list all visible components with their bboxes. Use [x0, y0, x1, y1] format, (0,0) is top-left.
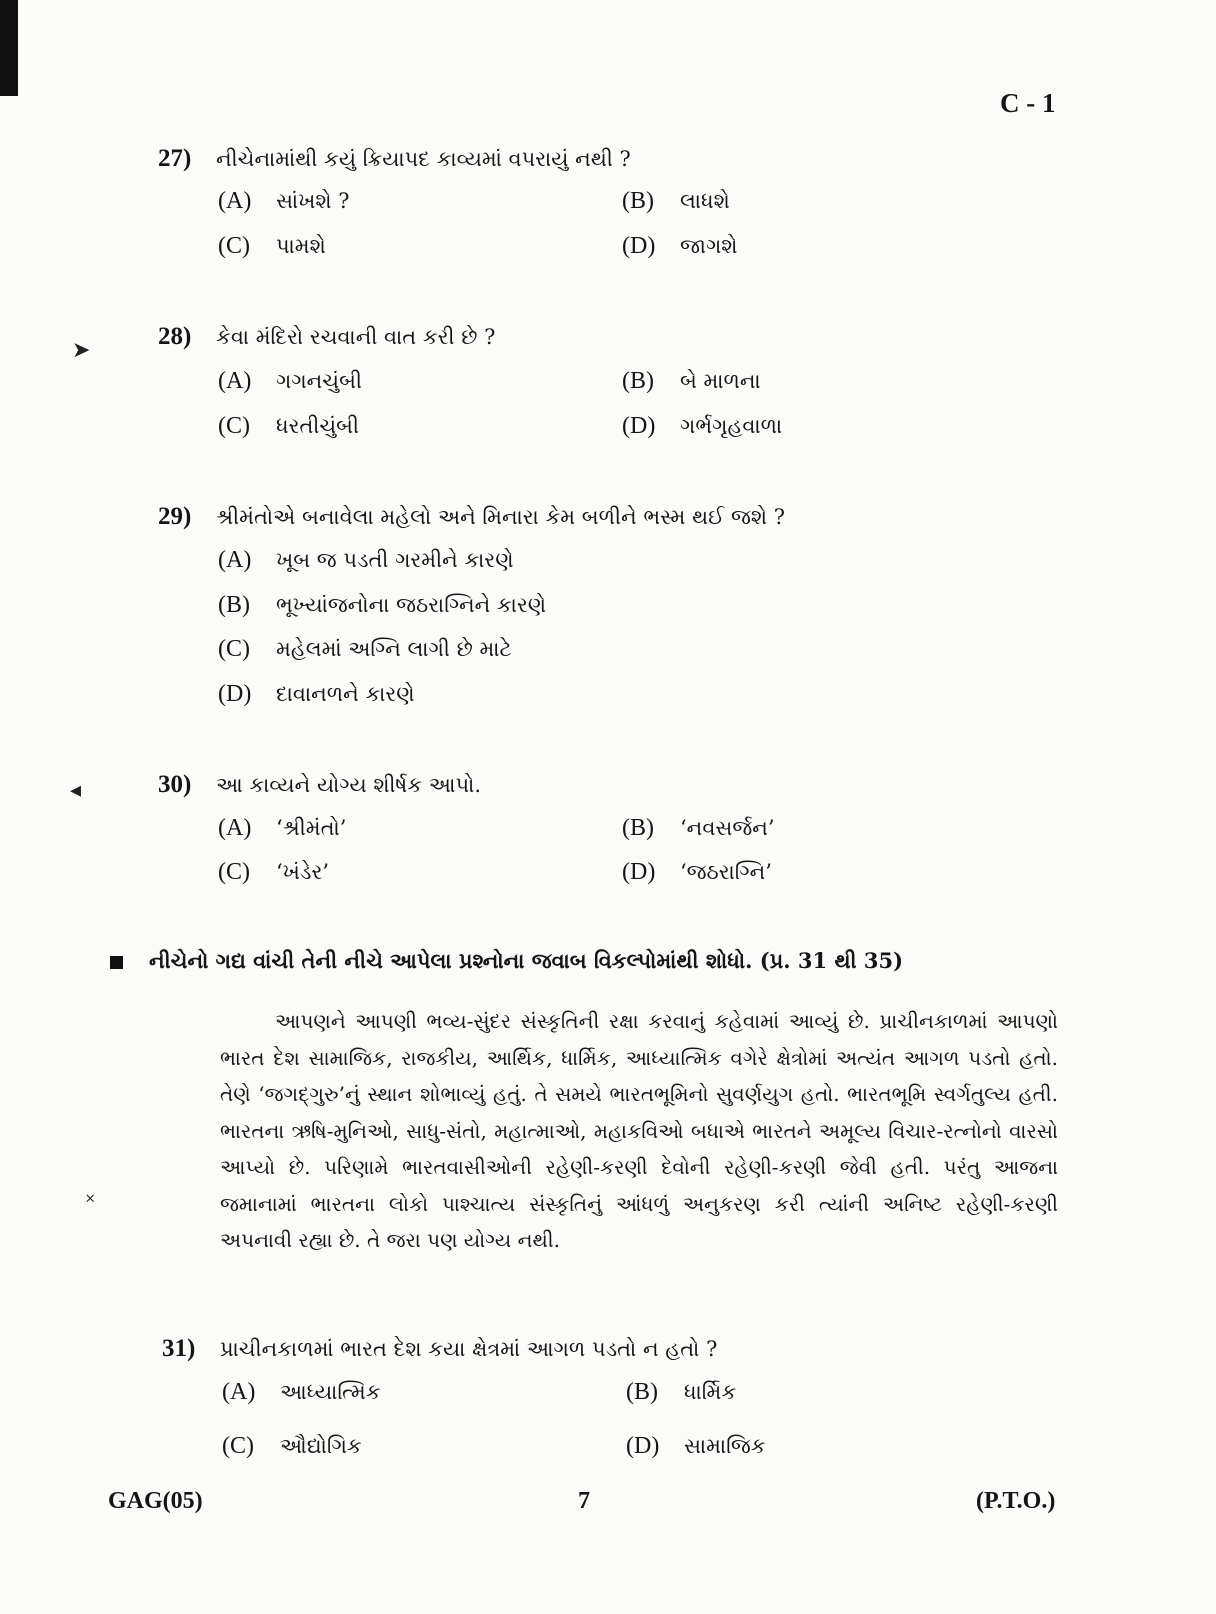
option-label: (D) [218, 681, 252, 707]
option-label: (D) [622, 233, 656, 259]
option-31-c[interactable] [222, 1433, 362, 1460]
question-number: 27) [158, 145, 192, 172]
option-label: (A) [218, 547, 252, 573]
option-label: (D) [622, 859, 656, 885]
option-text: આધ્યાત્મિક [280, 1380, 381, 1404]
question-text: કેવા મંદિરો રચવાની વાત કરી છે ? [216, 325, 496, 349]
option-28-d[interactable] [622, 413, 782, 440]
option-30-a[interactable] [218, 815, 346, 842]
option-29-d[interactable] [218, 681, 415, 708]
option-29-c[interactable] [218, 636, 512, 663]
option-27-a[interactable] [218, 188, 350, 215]
page-number: 7 [578, 1488, 590, 1514]
option-label: (D) [626, 1433, 660, 1459]
option-31-d[interactable] [626, 1433, 766, 1460]
option-text: ‘જઠરાગ્નિ’ [680, 860, 772, 884]
option-text: ‘શ્રીમંતો’ [276, 816, 347, 840]
question-number: 28) [158, 323, 192, 350]
option-text: ‘નવસર્જન’ [680, 816, 775, 840]
option-text: સાંખશે ? [276, 189, 350, 213]
scan-edge-mark [0, 0, 18, 96]
option-label: (C) [218, 636, 250, 662]
option-30-d[interactable] [622, 859, 772, 886]
option-label: (D) [622, 413, 656, 439]
question-text: આ કાવ્યને યોગ્ય શીર્ષક આપો. [216, 773, 482, 797]
option-30-b[interactable] [622, 815, 775, 842]
margin-mark-icon: ˟ [86, 1191, 95, 1216]
option-text: દાવાનળને કારણે [276, 682, 415, 706]
question-number: 29) [158, 503, 192, 530]
option-28-a[interactable] [218, 368, 362, 395]
option-text: ધાર્મિક [684, 1380, 737, 1404]
question-text: નીચેનામાંથી કયું ક્રિયાપદ કાવ્યમાં વપરાયું નથી ? [216, 147, 631, 171]
option-31-b[interactable] [626, 1379, 736, 1406]
option-text: બે માળના [680, 369, 761, 393]
page-code: C - 1 [1000, 88, 1056, 118]
question-number: 31) [162, 1335, 196, 1362]
question-number: 30) [158, 771, 192, 798]
option-text: મહેલમાં અગ્નિ લાગી છે માટે [276, 637, 512, 661]
margin-arrow-icon: ➤ [72, 338, 91, 363]
option-27-c[interactable] [218, 233, 326, 260]
option-text: પામશે [276, 234, 326, 258]
option-31-a[interactable] [222, 1379, 381, 1406]
question-text: શ્રીમંતોએ બનાવેલા મહેલો અને મિનારા કેમ બળીને ભસ્મ થઈ જશે ? [216, 505, 786, 529]
option-label: (A) [218, 368, 252, 394]
pto-label: (P.T.O.) [976, 1488, 1056, 1514]
option-label: (B) [218, 592, 250, 618]
margin-arrow-icon: ◂ [70, 778, 82, 803]
option-text: ગર્ભગૃહવાળા [680, 414, 783, 438]
option-text: ગગનચુંબી [276, 369, 362, 393]
passage-text: આપણને આપણી ભવ્ય-સુંદર સંસ્કૃતિની રક્ષા કરવાનું કહેવામાં આવ્યું છે. પ્રાચીનકાળમાં આપણો ભારત દેશ સામાજિક, રાજકીય, આર્થિક, ધાર્મિક, આધ્યાત્મિક વગેરે ક્ષેત્રોમાં અત્યંત આગળ પડતો હતો. તેણે ‘જગદ્ગુરુ’નું સ્થાન શોભાવ્યું હતું. તે સમયે ભારતભૂમિનો સુવર્ણયુગ હતો. ભારતભૂમિ સ્વર્ગતુલ્ય હતી. ભારતના ઋષિ-મુનિઓ, સાધુ-સંતો, મહાત્માઓ, મહાકવિઓ બધાએ ભારતને અમૂલ્ય વિચાર-રત્નોનો વારસો આપ્યો છે. પરિણામે ભારતવાસીઓની રહેણી-કરણી દેવોની રહેણી-કરણી જેવી હતી. પરંતુ આજના જમાનામાં ભારતના લોકો પાશ્ચાત્ય સંસ્કૃતિનું આંધળું અનુકરણ કરી ત્યાંની અનિષ્ટ રહેણી-કરણી અપનાવી રહ્યા છે. તે જરા પણ યોગ્ય નથી. [220, 1009, 1058, 1252]
option-label: (B) [622, 368, 654, 394]
option-text: સામાજિક [684, 1434, 766, 1458]
option-text: ખૂબ જ પડતી ગરમીને કારણે [276, 548, 514, 572]
option-27-b[interactable] [622, 188, 730, 215]
option-label: (C) [218, 233, 250, 259]
section-heading-text: નીચેનો ગદ્ય વાંચી તેની નીચે આપેલા પ્રશ્નોના જવાબ વિકલ્પોમાંથી શોધો. (પ્ર. 31 થી 35) [149, 948, 904, 973]
option-label: (A) [218, 815, 252, 841]
section-heading [110, 948, 903, 974]
option-text: જાગશે [680, 234, 738, 258]
option-text: ધરતીચુંબી [276, 414, 360, 438]
option-28-c[interactable] [218, 413, 359, 440]
option-27-d[interactable] [622, 233, 737, 260]
option-label: (B) [622, 815, 654, 841]
option-text: ‘ખંડેર’ [276, 860, 329, 884]
option-29-b[interactable] [218, 592, 546, 619]
option-label: (B) [626, 1379, 658, 1405]
option-label: (C) [222, 1433, 254, 1459]
option-label: (C) [218, 413, 250, 439]
option-30-c[interactable] [218, 859, 329, 886]
option-label: (C) [218, 859, 250, 885]
footer-code: GAG(05) [108, 1488, 203, 1514]
option-label: (B) [622, 188, 654, 214]
reading-passage [220, 1003, 1058, 1259]
option-29-a[interactable] [218, 547, 514, 574]
square-bullet-icon [110, 956, 123, 969]
option-text: લાધશે [680, 189, 730, 213]
option-text: ઔદ્યોગિક [280, 1434, 362, 1458]
option-text: ભૂખ્યાંજનોના જઠરાગ્નિને કારણે [276, 593, 547, 617]
option-28-b[interactable] [622, 368, 761, 395]
question-text: પ્રાચીનકાળમાં ભારત દેશ કયા ક્ષેત્રમાં આગળ પડતો ન હતો ? [220, 1337, 718, 1361]
option-label: (A) [222, 1379, 256, 1405]
option-label: (A) [218, 188, 252, 214]
